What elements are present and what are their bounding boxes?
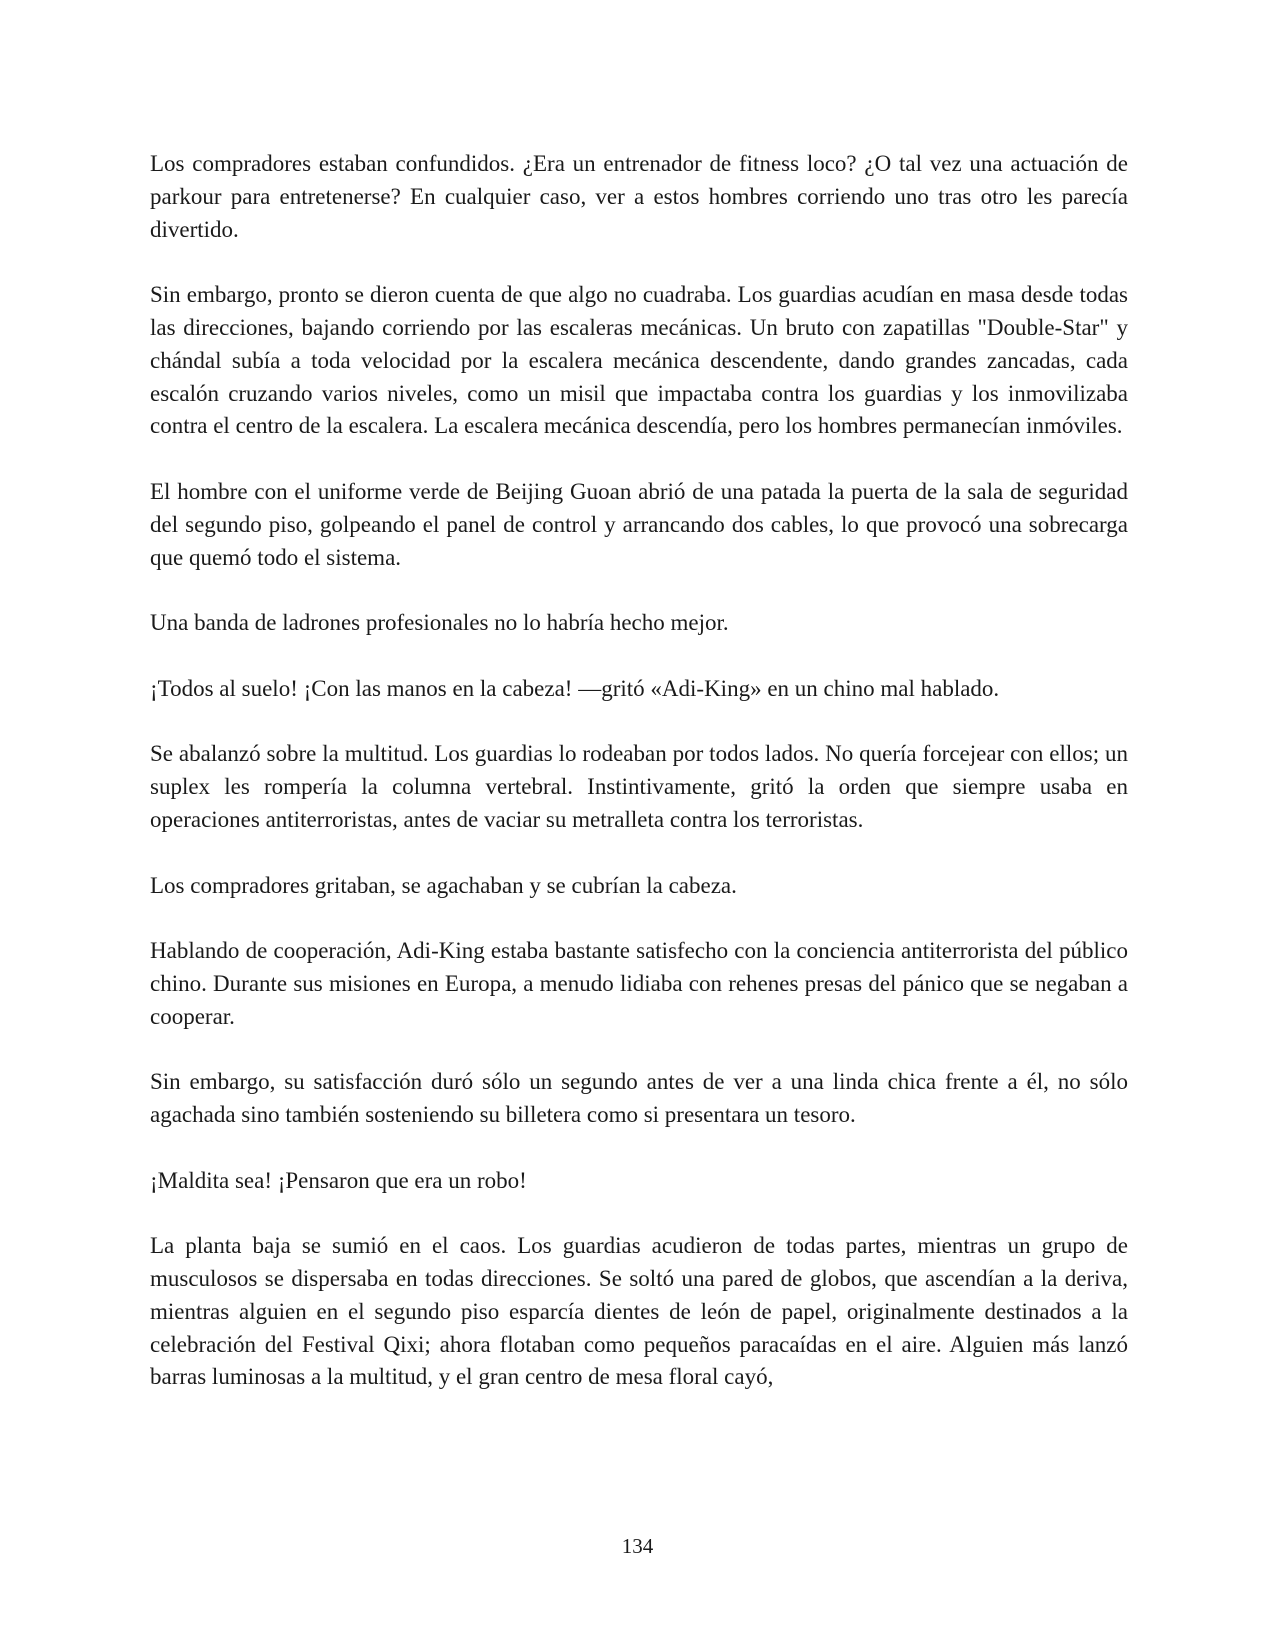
- page-number: 134: [621, 1534, 654, 1558]
- paragraph-4: Una banda de ladrones profesionales no lo habría hecho mejor.: [150, 610, 729, 636]
- paragraph-2: Sin embargo, pronto se dieron cuenta de que algo no cuadraba. Los guardias acudían en masa desde todas las direcciones, bajando corriendo por las escaleras mecánicas. Un bruto con zapatillas "Double-Star" y chándal subía a toda velocidad por la escalera mecánica descendente, dando grandes zancadas, cada escalón cruzando varios niveles, como un misil que impactaba contra los guardias y los inmovilizaba contra el centro de la escalera. La escalera mecánica descendía, pero los hombres permanecían inmóviles.: [150, 282, 1128, 439]
- body-text: [150, 148, 1128, 1427]
- paragraph-7: Los compradores gritaban, se agachaban y se cubrían la cabeza.: [150, 872, 737, 898]
- paragraph-8: Hablando de cooperación, Adi-King estaba bastante satisfecho con la conciencia antiterrorista del público chino. Durante sus misiones en Europa, a menudo lidiaba con rehenes presas del pánico que se negaban a cooperar.: [150, 938, 1128, 1029]
- paragraph-9: Sin embargo, su satisfacción duró sólo un segundo antes de ver a una linda chica frente a él, no sólo agachada sino también sosteniendo su billetera como si presentara un tesoro.: [150, 1069, 1128, 1128]
- paragraph-6: Se abalanzó sobre la multitud. Los guardias lo rodeaban por todos lados. No quería forcejear con ellos; un suplex les rompería la columna vertebral. Instintivamente, gritó la orden que siempre usaba en operaciones antiterroristas, antes de vaciar su metralleta contra los terroristas.: [150, 741, 1128, 832]
- paragraph-11: La planta baja se sumió en el caos. Los guardias acudieron de todas partes, mientras un grupo de musculosos se dispersaba en todas direcciones. Se soltó una pared de globos, que ascendían a la deriva, mientras alguien en el segundo piso esparcía dientes de león de papel, originalmente destinados a la celebración del Festival Qixi; ahora flotaban como pequeños paracaídas en el aire. Alguien más lanzó barras luminosas a la multitud, y el gran centro de mesa floral cayó,: [150, 1233, 1128, 1390]
- paragraph-3: El hombre con el uniforme verde de Beijing Guoan abrió de una patada la puerta de la sala de seguridad del segundo piso, golpeando el panel de control y arrancando dos cables, lo que provocó una sobrecarga que quemó todo el sistema.: [150, 478, 1128, 570]
- paragraph-5: ¡Todos al suelo! ¡Con las manos en la cabeza! —gritó «Adi-King» en un chino mal hablado.: [150, 675, 1000, 701]
- paragraph-1: Los compradores estaban confundidos. ¿Era un entrenador de fitness loco? ¿O tal vez una actuación de parkour para entretenerse? En cualquier caso, ver a estos hombres corriendo uno tras otro les parecía divertido.: [150, 151, 1128, 242]
- paragraph-10: ¡Maldita sea! ¡Pensaron que era un robo!: [150, 1167, 527, 1193]
